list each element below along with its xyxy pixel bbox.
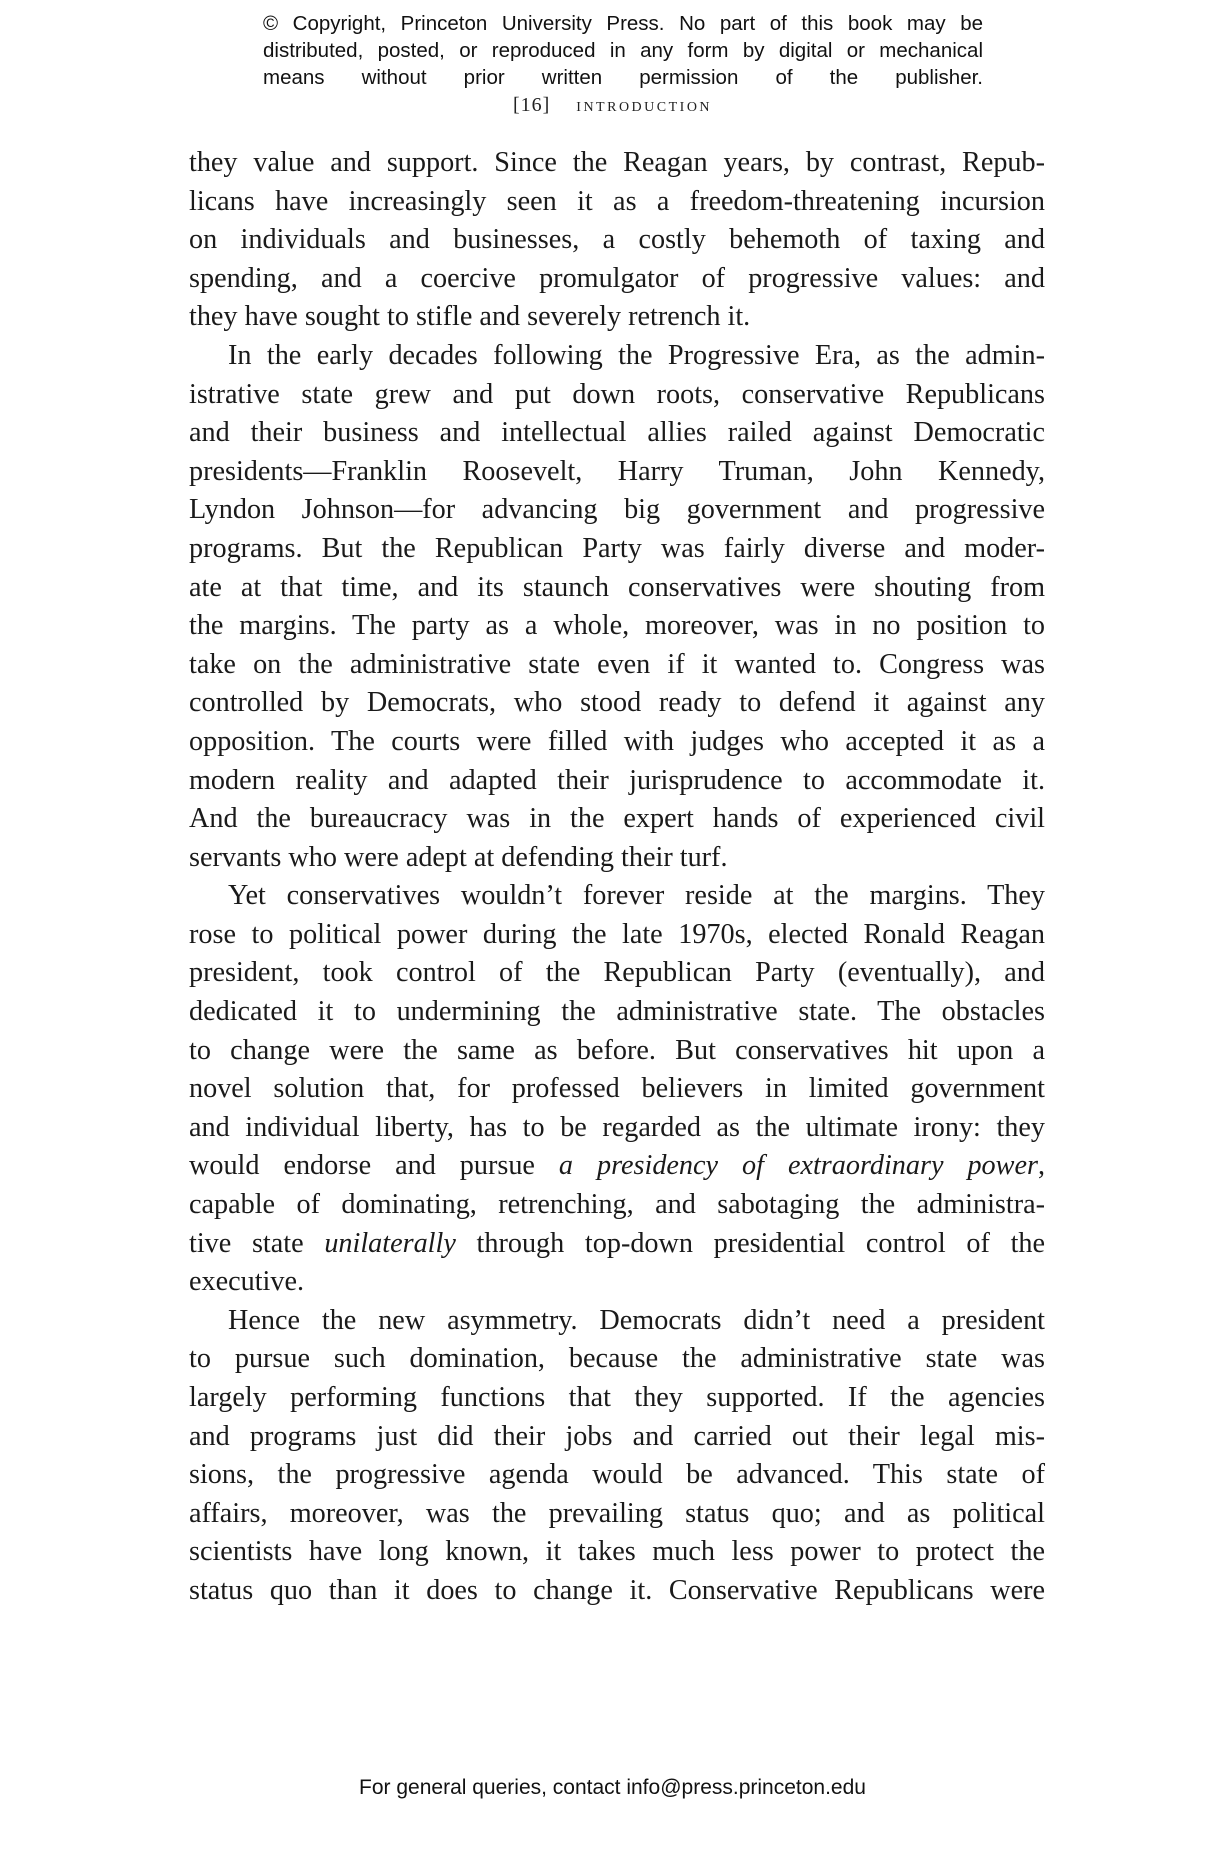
text-line: programs. But the Republican Party was fairly diverse and moder- (189, 532, 1045, 564)
text-line: president, took control of the Republican Party (eventually), and (189, 957, 1045, 989)
text-line (189, 1225, 1045, 1264)
text-segment: tive state (189, 1227, 325, 1259)
text-line: and individual liberty, has to be regarded as the ultimate irony: they (189, 1111, 1045, 1143)
page-number: [16] (512, 94, 551, 116)
text-line: controlled by Democrats, who stood ready to defend it against any (189, 687, 1045, 719)
text-line: scientists have long known, it takes much less power to protect the (189, 1536, 1045, 1568)
text-line: spending, and a coercive promulgator of progressive values: and (189, 262, 1045, 294)
text-line: And the bureaucracy was in the expert hands of experienced civil (189, 803, 1045, 835)
text-line: opposition. The courts were filled with judges who accepted it as a (189, 725, 1045, 757)
italic-phrase: a presidency of extraordinary power (558, 1150, 1038, 1182)
text-line: sions, the progressive agenda would be advanced. This state of (189, 1459, 1045, 1491)
text-line: affairs, moreover, was the prevailing status quo; and as political (189, 1497, 1045, 1529)
text-line: on individuals and businesses, a costly behemoth of taxing and (189, 224, 1045, 256)
italic-phrase: unilaterally (324, 1227, 456, 1259)
text-line: status quo than it does to change it. Conservative Republicans were (189, 1574, 1045, 1606)
text-line: presidents—Franklin Roosevelt, Harry Truman, John Kennedy, (189, 455, 1045, 487)
body-text (189, 144, 1045, 1611)
text-line: largely performing functions that they supported. If the agencies (189, 1382, 1045, 1413)
text-line (189, 1147, 1045, 1186)
text-line: capable of dominating, retrenching, and sabotaging the administra- (189, 1189, 1045, 1221)
paragraph (189, 337, 1045, 877)
text-line: Lyndon Johnson—for advancing big government and progressive (189, 494, 1045, 526)
text-line: they value and support. Since the Reagan years, by contrast, Repub- (189, 147, 1045, 178)
text-line: licans have increasingly seen it as a freedom-threatening incursion (189, 185, 1045, 217)
text-line: executive. (189, 1266, 305, 1298)
paragraph (189, 1302, 1045, 1611)
text-line: novel solution that, for professed believers in limited government (189, 1073, 1045, 1105)
text-line: take on the administrative state even if it wanted to. Congress was (189, 648, 1045, 680)
copyright-notice (263, 10, 983, 91)
text-line: to change were the same as before. But conservatives hit upon a (189, 1034, 1045, 1066)
text-line: Yet conservatives wouldn’t forever reside at the margins. They (228, 880, 1045, 912)
text-line: and programs just did their jobs and carried out their legal mis- (189, 1420, 1045, 1452)
text-segment: would endorse and pursue (189, 1150, 559, 1182)
copyright-line: distributed, posted, or reproduced in any form by digital or mechanical (263, 39, 983, 62)
text-line: modern reality and adapted their jurisprudence to accommodate it. (189, 764, 1045, 796)
text-line: In the early decades following the Progressive Era, as the admin- (228, 339, 1045, 371)
running-head (0, 94, 1225, 117)
text-line: they have sought to stifle and severely retrench it. (189, 301, 751, 333)
text-segment: , (1037, 1150, 1045, 1182)
text-segment: through top-down presidential control of the (455, 1227, 1045, 1259)
text-line: servants who were adept at defending their turf. (189, 841, 728, 873)
text-line: istrative state grew and put down roots, conservative Republicans (189, 378, 1045, 410)
text-line: rose to political power during the late 1970s, elected Ronald Reagan (189, 918, 1045, 950)
text-line: to pursue such domination, because the administrative state was (189, 1343, 1045, 1375)
copyright-line: © Copyright, Princeton University Press. No part of this book may be (263, 12, 983, 35)
footer-contact: For general queries, contact info@press.princeton.edu (359, 1776, 866, 1799)
text-line: the margins. The party as a whole, moreover, was in no position to (189, 610, 1045, 642)
section-title: introduction (576, 94, 713, 116)
text-line: ate at that time, and its staunch conservatives were shouting from (189, 571, 1045, 603)
paragraph (189, 144, 1045, 337)
text-line: dedicated it to undermining the administrative state. The obstacles (189, 996, 1045, 1028)
text-line: and their business and intellectual allies railed against Democratic (189, 417, 1045, 449)
text-line: Hence the new asymmetry. Democrats didn’t need a president (228, 1304, 1045, 1336)
copyright-line: means without prior written permission of the publisher. (263, 66, 983, 89)
paragraph (189, 877, 1045, 1302)
